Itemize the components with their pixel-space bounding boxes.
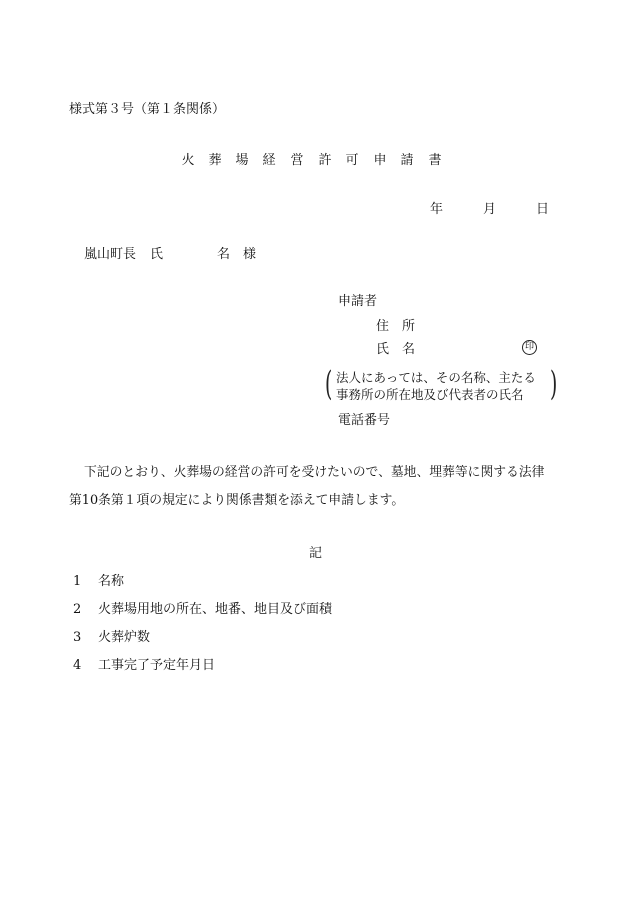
corporate-note — [324, 364, 558, 404]
seal-icon: 印 — [522, 340, 537, 355]
title-char: 葬 — [208, 153, 222, 168]
phone-label: 電話番号 — [338, 413, 391, 428]
title-char: 場 — [235, 153, 249, 168]
item-text: 名称 — [98, 574, 125, 589]
address-label: 住 所 — [376, 319, 416, 334]
item-number: 4 — [73, 658, 82, 673]
bracket-left-icon: ( — [324, 364, 333, 404]
item-text: 火葬炉数 — [98, 630, 151, 645]
addressee-mei: 名 — [217, 247, 231, 262]
corporate-note-line1: 法人にあっては、その名称、主たる — [336, 370, 536, 385]
addressee-title: 嵐山町長 — [84, 247, 137, 262]
corporate-note-line2: 事務所の所在地及び代表者の氏名 — [336, 387, 524, 402]
date-day: 日 — [536, 202, 550, 217]
item-number: 1 — [73, 574, 82, 589]
title-char: 書 — [428, 153, 442, 168]
addressee-sama: 様 — [243, 247, 257, 262]
ki-heading: 記 — [309, 546, 323, 561]
name-label: 氏 名 — [376, 342, 416, 357]
title-char: 火 — [181, 153, 195, 168]
title-char: 請 — [400, 153, 414, 168]
bracket-right-icon: ) — [549, 364, 558, 404]
title-char: 許 — [318, 153, 332, 168]
body-line-2: 第10条第１項の規定により関係書類を添えて申請します。 — [69, 493, 405, 508]
date-year: 年 — [430, 202, 444, 217]
item-number: 3 — [73, 630, 82, 645]
form-number: 様式第３号（第１条関係） — [69, 102, 226, 117]
title-char: 経 — [262, 153, 276, 168]
item-text: 工事完了予定年月日 — [98, 658, 216, 673]
date-month: 月 — [483, 202, 497, 217]
body-line-1: 下記のとおり、火葬場の経営の許可を受けたいので、墓地、埋葬等に関する法律 — [84, 465, 545, 480]
title-char: 可 — [345, 153, 359, 168]
applicant-label: 申請者 — [338, 294, 378, 309]
addressee-shi: 氏 — [150, 247, 164, 262]
item-number: 2 — [73, 602, 82, 617]
item-text: 火葬場用地の所在、地番、地目及び面積 — [98, 602, 333, 617]
title-char: 営 — [290, 153, 304, 168]
title-char: 申 — [373, 153, 387, 168]
